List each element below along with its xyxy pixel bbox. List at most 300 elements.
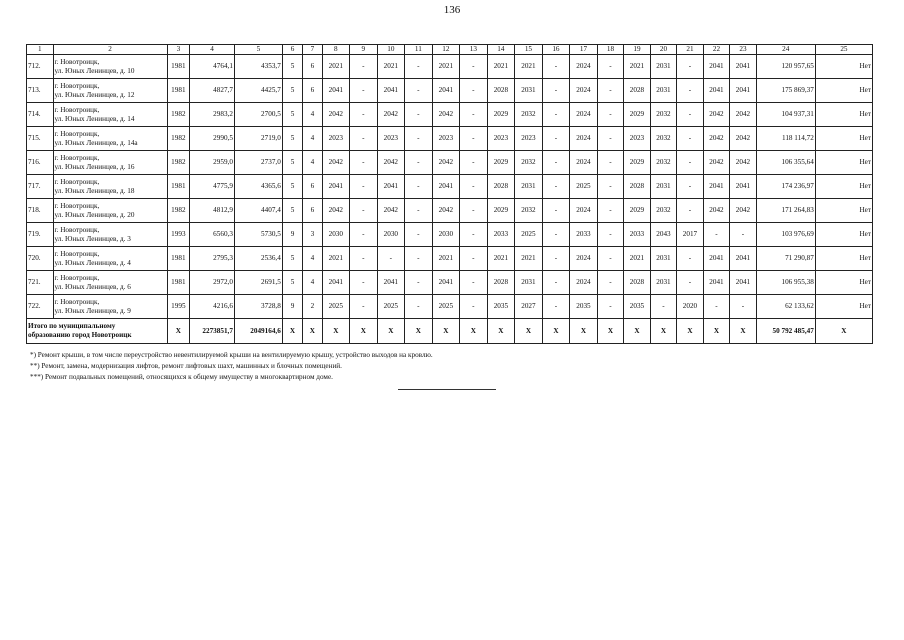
cell-col-22: 2041 [703,271,730,295]
cell-col-17: 2024 [570,151,598,175]
column-header-24: 24 [756,45,815,55]
cell-col-14: 2028 [487,271,515,295]
address-city: г. Новотроицк, [54,249,100,258]
table-row [27,175,873,199]
cell-col-18: - [597,175,624,199]
cell-col-20: 2032 [650,127,677,151]
cell-col-3: 1995 [167,295,189,319]
cell-col-21: 2017 [677,223,704,247]
row-number: 715. [27,127,54,151]
cell-col-7: 6 [303,55,322,79]
cell-col-17: 2024 [570,55,598,79]
cell-col-4: 2959,0 [190,151,235,175]
cell-col-13: - [460,271,488,295]
address-cell [53,127,167,151]
cell-col-25: Нет [815,55,872,79]
cell-col-11: - [405,295,433,319]
cell-col-20: - [650,295,677,319]
cell-col-22: 2041 [703,247,730,271]
cell-col-3: 1981 [167,247,189,271]
cell-col-23: 2041 [730,55,757,79]
cell-col-5: 2536,4 [234,247,282,271]
cell-col-3: 1981 [167,175,189,199]
cell-col-17: 2024 [570,199,598,223]
cell-col-24: 71 290,87 [756,247,815,271]
cell-col-3: 1981 [167,271,189,295]
column-header-15: 15 [515,45,543,55]
cell-col-6: 9 [282,295,302,319]
cell-col-12: 2042 [432,151,460,175]
total-cell-col-7: X [303,319,322,344]
address-city: г. Новотроицк, [54,81,100,90]
cell-col-13: - [460,247,488,271]
total-cell-col-18: X [597,319,624,344]
row-number: 722. [27,295,54,319]
cell-col-12: 2042 [432,103,460,127]
table-row [27,151,873,175]
cell-col-5: 5730,5 [234,223,282,247]
cell-col-12: 2021 [432,247,460,271]
row-number: 718. [27,199,54,223]
cell-col-18: - [597,271,624,295]
total-cell-col-9: X [350,319,378,344]
column-header-19: 19 [624,45,651,55]
cell-col-25: Нет [815,247,872,271]
cell-col-4: 2972,0 [190,271,235,295]
cell-col-15: 2031 [515,79,543,103]
column-header-8: 8 [322,45,350,55]
cell-col-6: 5 [282,103,302,127]
cell-col-20: 2031 [650,79,677,103]
closing-rule [398,389,496,390]
table-row [27,103,873,127]
column-header-10: 10 [377,45,405,55]
cell-col-7: 4 [303,103,322,127]
cell-col-23: 2041 [730,271,757,295]
cell-col-11: - [405,175,433,199]
address-street: ул. Юных Ленинцев, д. 4 [54,258,131,267]
total-cell-col-23: X [730,319,757,344]
cell-col-7: 3 [303,223,322,247]
cell-col-13: - [460,79,488,103]
cell-col-16: - [542,103,570,127]
cell-col-18: - [597,295,624,319]
cell-col-10: 2021 [377,55,405,79]
cell-col-4: 2983,2 [190,103,235,127]
cell-col-22: 2042 [703,151,730,175]
cell-col-22: 2042 [703,199,730,223]
address-cell [53,151,167,175]
cell-col-10: 2042 [377,103,405,127]
row-number: 713. [27,79,54,103]
cell-col-13: - [460,103,488,127]
cell-col-23: 2041 [730,79,757,103]
cell-col-9: - [350,79,378,103]
cell-col-21: - [677,247,704,271]
cell-col-22: 2041 [703,79,730,103]
cell-col-12: 2042 [432,199,460,223]
cell-col-14: 2029 [487,103,515,127]
table-row [27,55,873,79]
address-street: ул. Юных Ленинцев, д. 6 [54,282,131,291]
cell-col-8: 2041 [322,79,350,103]
cell-col-15: 2032 [515,151,543,175]
cell-col-20: 2032 [650,151,677,175]
address-cell [53,295,167,319]
total-cell-col-5: 2049164,6 [234,319,282,344]
cell-col-19: 2021 [624,55,651,79]
cell-col-25: Нет [815,151,872,175]
cell-col-21: - [677,103,704,127]
cell-col-4: 4812,9 [190,199,235,223]
row-number: 712. [27,55,54,79]
cell-col-21: - [677,127,704,151]
cell-col-7: 4 [303,127,322,151]
address-street: ул. Юных Ленинцев, д. 14 [54,114,135,123]
address-cell [53,175,167,199]
address-street: ул. Юных Ленинцев, д. 3 [54,234,131,243]
cell-col-10: 2041 [377,175,405,199]
address-cell [53,223,167,247]
cell-col-5: 3728,8 [234,295,282,319]
cell-col-18: - [597,55,624,79]
cell-col-15: 2031 [515,175,543,199]
total-label-line1: Итого по муниципальному [28,322,116,330]
cell-col-14: 2023 [487,127,515,151]
cell-col-14: 2035 [487,295,515,319]
cell-col-23: 2041 [730,247,757,271]
cell-col-25: Нет [815,127,872,151]
address-cell [53,247,167,271]
cell-col-17: 2024 [570,271,598,295]
cell-col-23: - [730,295,757,319]
column-header-14: 14 [487,45,515,55]
cell-col-4: 4216,6 [190,295,235,319]
total-cell-col-8: X [322,319,350,344]
column-header-22: 22 [703,45,730,55]
cell-col-12: 2041 [432,79,460,103]
total-row [27,319,873,344]
cell-col-8: 2041 [322,175,350,199]
cell-col-21: - [677,79,704,103]
cell-col-24: 106 355,64 [756,151,815,175]
column-header-4: 4 [190,45,235,55]
cell-col-12: 2025 [432,295,460,319]
row-number: 717. [27,175,54,199]
total-cell-col-3: X [167,319,189,344]
footnote-elevators: **) Ремонт, замена, модернизация лифтов, ремонт лифтовых шахт, машинных и блочных помещений. [30,362,342,370]
cell-col-25: Нет [815,271,872,295]
cell-col-23: 2041 [730,175,757,199]
cell-col-11: - [405,247,433,271]
table-row [27,223,873,247]
cell-col-13: - [460,175,488,199]
cell-col-22: - [703,223,730,247]
cell-col-3: 1981 [167,55,189,79]
cell-col-10: 2042 [377,151,405,175]
cell-col-5: 2719,0 [234,127,282,151]
cell-col-23: 2042 [730,127,757,151]
cell-col-19: 2029 [624,199,651,223]
header-row [27,45,873,55]
cell-col-8: 2021 [322,55,350,79]
cell-col-8: 2042 [322,199,350,223]
cell-col-9: - [350,55,378,79]
cell-col-5: 4353,7 [234,55,282,79]
cell-col-12: 2041 [432,271,460,295]
cell-col-6: 5 [282,271,302,295]
cell-col-13: - [460,151,488,175]
cell-col-5: 2737,0 [234,151,282,175]
cell-col-16: - [542,151,570,175]
cell-col-18: - [597,199,624,223]
total-cell-col-19: X [624,319,651,344]
cell-col-7: 6 [303,79,322,103]
total-cell-col-20: X [650,319,677,344]
cell-col-13: - [460,295,488,319]
cell-col-8: 2021 [322,247,350,271]
cell-col-16: - [542,295,570,319]
column-header-9: 9 [350,45,378,55]
cell-col-20: 2043 [650,223,677,247]
cell-col-20: 2031 [650,247,677,271]
column-header-12: 12 [432,45,460,55]
address-street: ул. Юных Ленинцев, д. 16 [54,162,135,171]
cell-col-24: 103 976,69 [756,223,815,247]
cell-col-25: Нет [815,223,872,247]
address-city: г. Новотроицк, [54,273,100,282]
cell-col-14: 2021 [487,247,515,271]
cell-col-10: 2025 [377,295,405,319]
address-cell [53,271,167,295]
cell-col-24: 106 955,38 [756,271,815,295]
cell-col-19: 2028 [624,175,651,199]
address-cell [53,199,167,223]
total-cell-col-24: 50 792 485,47 [756,319,815,344]
cell-col-15: 2031 [515,271,543,295]
cell-col-21: - [677,175,704,199]
cell-col-19: 2033 [624,223,651,247]
cell-col-17: 2033 [570,223,598,247]
total-cell-col-25: X [815,319,872,344]
column-header-21: 21 [677,45,704,55]
cell-col-5: 4425,7 [234,79,282,103]
cell-col-24: 62 133,62 [756,295,815,319]
total-cell-col-11: X [405,319,433,344]
cell-col-13: - [460,55,488,79]
column-header-6: 6 [282,45,302,55]
cell-col-6: 5 [282,55,302,79]
cell-col-25: Нет [815,175,872,199]
cell-col-19: 2035 [624,295,651,319]
address-street: ул. Юных Ленинцев, д. 9 [54,306,131,315]
cell-col-11: - [405,151,433,175]
cell-col-12: 2030 [432,223,460,247]
footnotes [30,350,433,383]
cell-col-12: 2023 [432,127,460,151]
cell-col-15: 2021 [515,55,543,79]
cell-col-20: 2032 [650,103,677,127]
column-header-23: 23 [730,45,757,55]
address-street: ул. Юных Ленинцев, д. 18 [54,186,135,195]
cell-col-21: 2020 [677,295,704,319]
cell-col-23: - [730,223,757,247]
cell-col-18: - [597,79,624,103]
column-header-11: 11 [405,45,433,55]
cell-col-15: 2027 [515,295,543,319]
cell-col-9: - [350,271,378,295]
cell-col-17: 2024 [570,79,598,103]
table-row [27,247,873,271]
cell-col-6: 5 [282,79,302,103]
address-cell [53,103,167,127]
cell-col-5: 2700,5 [234,103,282,127]
row-number: 719. [27,223,54,247]
cell-col-8: 2042 [322,103,350,127]
table-row [27,127,873,151]
cell-col-8: 2042 [322,151,350,175]
cell-col-7: 6 [303,175,322,199]
cell-col-16: - [542,79,570,103]
cell-col-20: 2031 [650,175,677,199]
cell-col-13: - [460,127,488,151]
cell-col-5: 4407,4 [234,199,282,223]
total-cell-col-22: X [703,319,730,344]
cell-col-22: 2041 [703,175,730,199]
total-label [27,319,168,344]
cell-col-10: - [377,247,405,271]
cell-col-17: 2035 [570,295,598,319]
total-cell-col-16: X [542,319,570,344]
page-number: 136 [443,4,461,16]
cell-col-15: 2023 [515,127,543,151]
table-row [27,271,873,295]
column-header-18: 18 [597,45,624,55]
cell-col-11: - [405,271,433,295]
cell-col-19: 2028 [624,271,651,295]
cell-col-17: 2025 [570,175,598,199]
cell-col-15: 2021 [515,247,543,271]
cell-col-20: 2031 [650,55,677,79]
cell-col-12: 2021 [432,55,460,79]
cell-col-9: - [350,127,378,151]
cell-col-12: 2041 [432,175,460,199]
cell-col-10: 2041 [377,271,405,295]
cell-col-6: 5 [282,247,302,271]
cell-col-14: 2029 [487,151,515,175]
column-header-20: 20 [650,45,677,55]
total-cell-col-4: 2273851,7 [190,319,235,344]
address-city: г. Новотроицк, [54,177,100,186]
column-header-16: 16 [542,45,570,55]
cell-col-4: 4827,7 [190,79,235,103]
cell-col-10: 2023 [377,127,405,151]
housing-repair-table [26,44,873,344]
cell-col-25: Нет [815,79,872,103]
total-cell-col-14: X [487,319,515,344]
address-city: г. Новотроицк, [54,153,100,162]
address-cell [53,55,167,79]
address-street: ул. Юных Ленинцев, д. 12 [54,90,135,99]
cell-col-9: - [350,175,378,199]
cell-col-17: 2024 [570,103,598,127]
address-city: г. Новотроицк, [54,105,100,114]
cell-col-23: 2042 [730,151,757,175]
address-cell [53,79,167,103]
cell-col-8: 2030 [322,223,350,247]
cell-col-18: - [597,247,624,271]
cell-col-3: 1993 [167,223,189,247]
cell-col-18: - [597,127,624,151]
cell-col-19: 2029 [624,151,651,175]
cell-col-17: 2024 [570,247,598,271]
cell-col-23: 2042 [730,199,757,223]
cell-col-11: - [405,103,433,127]
cell-col-15: 2025 [515,223,543,247]
table-row [27,295,873,319]
column-header-13: 13 [460,45,488,55]
cell-col-14: 2029 [487,199,515,223]
cell-col-11: - [405,223,433,247]
cell-col-6: 5 [282,175,302,199]
cell-col-10: 2030 [377,223,405,247]
cell-col-22: 2041 [703,55,730,79]
total-cell-col-15: X [515,319,543,344]
cell-col-6: 5 [282,199,302,223]
address-city: г. Новотроицк, [54,297,100,306]
cell-col-24: 174 236,97 [756,175,815,199]
cell-col-9: - [350,199,378,223]
cell-col-25: Нет [815,295,872,319]
cell-col-24: 120 957,65 [756,55,815,79]
footnote-roof: *) Ремонт крыши, в том числе переустройство невентилируемой крыши на вентилируемую крышу, устройство выходов на кровлю. [30,351,433,359]
cell-col-21: - [677,151,704,175]
cell-col-16: - [542,55,570,79]
column-header-25: 25 [815,45,872,55]
cell-col-3: 1982 [167,151,189,175]
cell-col-9: - [350,151,378,175]
cell-col-11: - [405,55,433,79]
cell-col-13: - [460,199,488,223]
cell-col-4: 2990,5 [190,127,235,151]
cell-col-4: 2795,3 [190,247,235,271]
column-header-7: 7 [303,45,322,55]
address-city: г. Новотроицк, [54,201,100,210]
cell-col-18: - [597,151,624,175]
table-row [27,79,873,103]
cell-col-22: 2042 [703,103,730,127]
cell-col-14: 2033 [487,223,515,247]
column-header-5: 5 [234,45,282,55]
total-cell-col-6: X [282,319,302,344]
cell-col-8: 2025 [322,295,350,319]
cell-col-19: 2023 [624,127,651,151]
cell-col-15: 2032 [515,103,543,127]
cell-col-20: 2032 [650,199,677,223]
cell-col-15: 2032 [515,199,543,223]
cell-col-21: - [677,271,704,295]
cell-col-3: 1982 [167,127,189,151]
cell-col-5: 2691,5 [234,271,282,295]
address-street: ул. Юных Ленинцев, д. 14а [54,138,138,147]
cell-col-3: 1981 [167,79,189,103]
cell-col-24: 104 937,31 [756,103,815,127]
cell-col-9: - [350,295,378,319]
cell-col-18: - [597,103,624,127]
cell-col-11: - [405,127,433,151]
total-cell-col-10: X [377,319,405,344]
total-cell-col-17: X [570,319,598,344]
